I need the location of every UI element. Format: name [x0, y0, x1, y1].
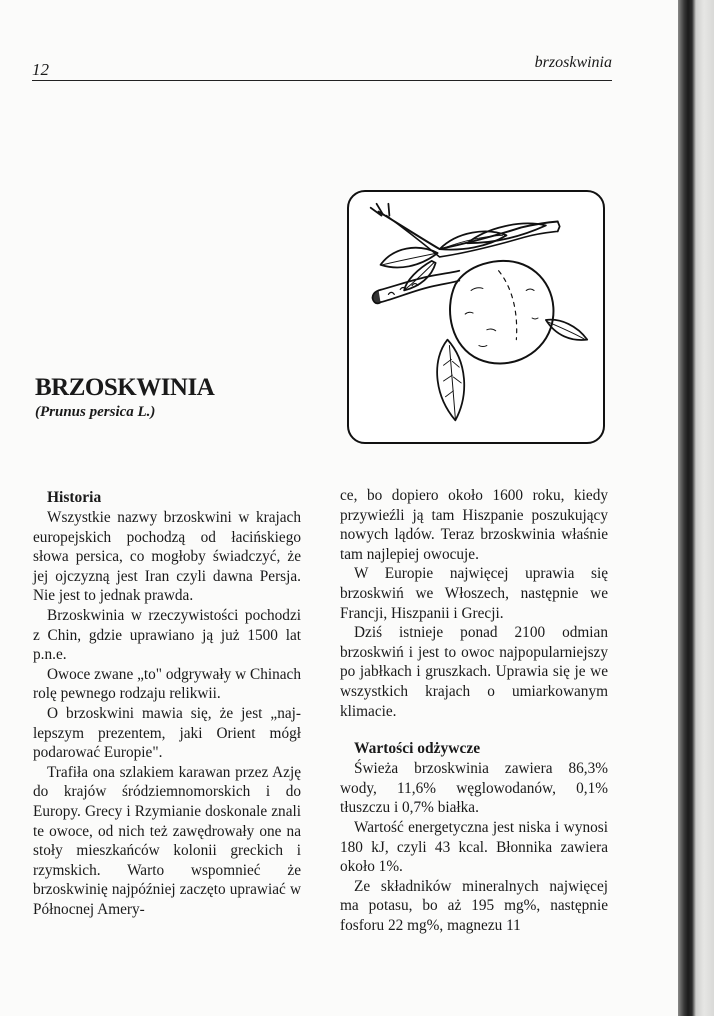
nutrition-heading: Wartości odżywcze — [354, 740, 481, 758]
paragraph: Świeża brzoskwinia zawiera 86,3% wody, 11,6% węglowodanów, 0,1% tłuszczu i 0,7% białka. — [340, 760, 608, 817]
history-heading: Historia — [47, 489, 102, 506]
paragraph: Dziś istnieje ponad 2100 odmian brzoskwiń i jest to owoc najpopularniejszy po jabłkach i gruszkach. Uprawia się je we wszystkich krajach o umiarkowanym klimacie. — [340, 624, 608, 720]
peach-branch-icon — [349, 192, 603, 442]
paragraph: Trafiła ona szlakiem karawan przez Azję do krajów śródziemnomorskich i do Europy. Grecy i Rzymianie doskonale znali te owoce, od nich też zawędrowały one na stoły mieszkańców kolonii greckich i rzymskich. Warto wspomnieć że brzoskwinię najpóźniej zaczęto uprawiać w Północnej Amery- — [33, 763, 301, 918]
paragraph: W Europie najwięcej uprawia się brzoskwiń we Włoszech, następnie we Francji, Hiszpanii i Grecji. — [340, 565, 608, 622]
book-binding-shadow — [678, 0, 714, 1016]
paragraph: O brzoskwini mawia się, że jest „najlepszym prezentem, jaki Orient mógł podarować Europie". — [33, 704, 301, 762]
paragraph: Owoce zwane „to" odgrywały w Chinach rolę pewnego rodzaju relikwii. — [33, 665, 301, 703]
paragraph: Wszystkie nazwy brzoskwini w krajach europejskich pochodzą od łacińskiego słowa persica, co mogłoby świadczyć, że jej ojczyzną jest Iran czyli dawna Persja. Nie jest to jednak prawda. — [33, 509, 301, 605]
article-title: BRZOSKWINIA — [35, 374, 215, 401]
page-number: 12 — [32, 60, 49, 79]
paragraph-continued: ce, bo dopiero około 1600 roku, kiedy przywieźli ją tam Hiszpanie poszukujący nowych lądów. Teraz brzoskwinia właśnie tam najlepiej owocuje. — [340, 487, 608, 563]
right-column — [340, 486, 608, 935]
running-title: brzoskwinia — [534, 54, 612, 71]
latin-name: (Prunus persica L.) — [35, 404, 156, 420]
paragraph: Brzoskwinia w rzeczywistości pochodzi z Chin, gdzie uprawiano ją już 1500 lat p.n.e. — [33, 606, 301, 664]
peach-illustration — [347, 190, 605, 444]
paragraph: Ze składników mineralnych najwięcej ma potasu, bo aż 195 mg%, następnie fosforu 22 mg%, magnezu 11 — [340, 877, 608, 934]
left-column — [33, 488, 301, 919]
page-header — [32, 54, 612, 81]
paragraph: Wartość energetyczna jest niska i wynosi 180 kJ, czyli 43 kcal. Błonnika zawiera około 1%. — [340, 818, 608, 876]
